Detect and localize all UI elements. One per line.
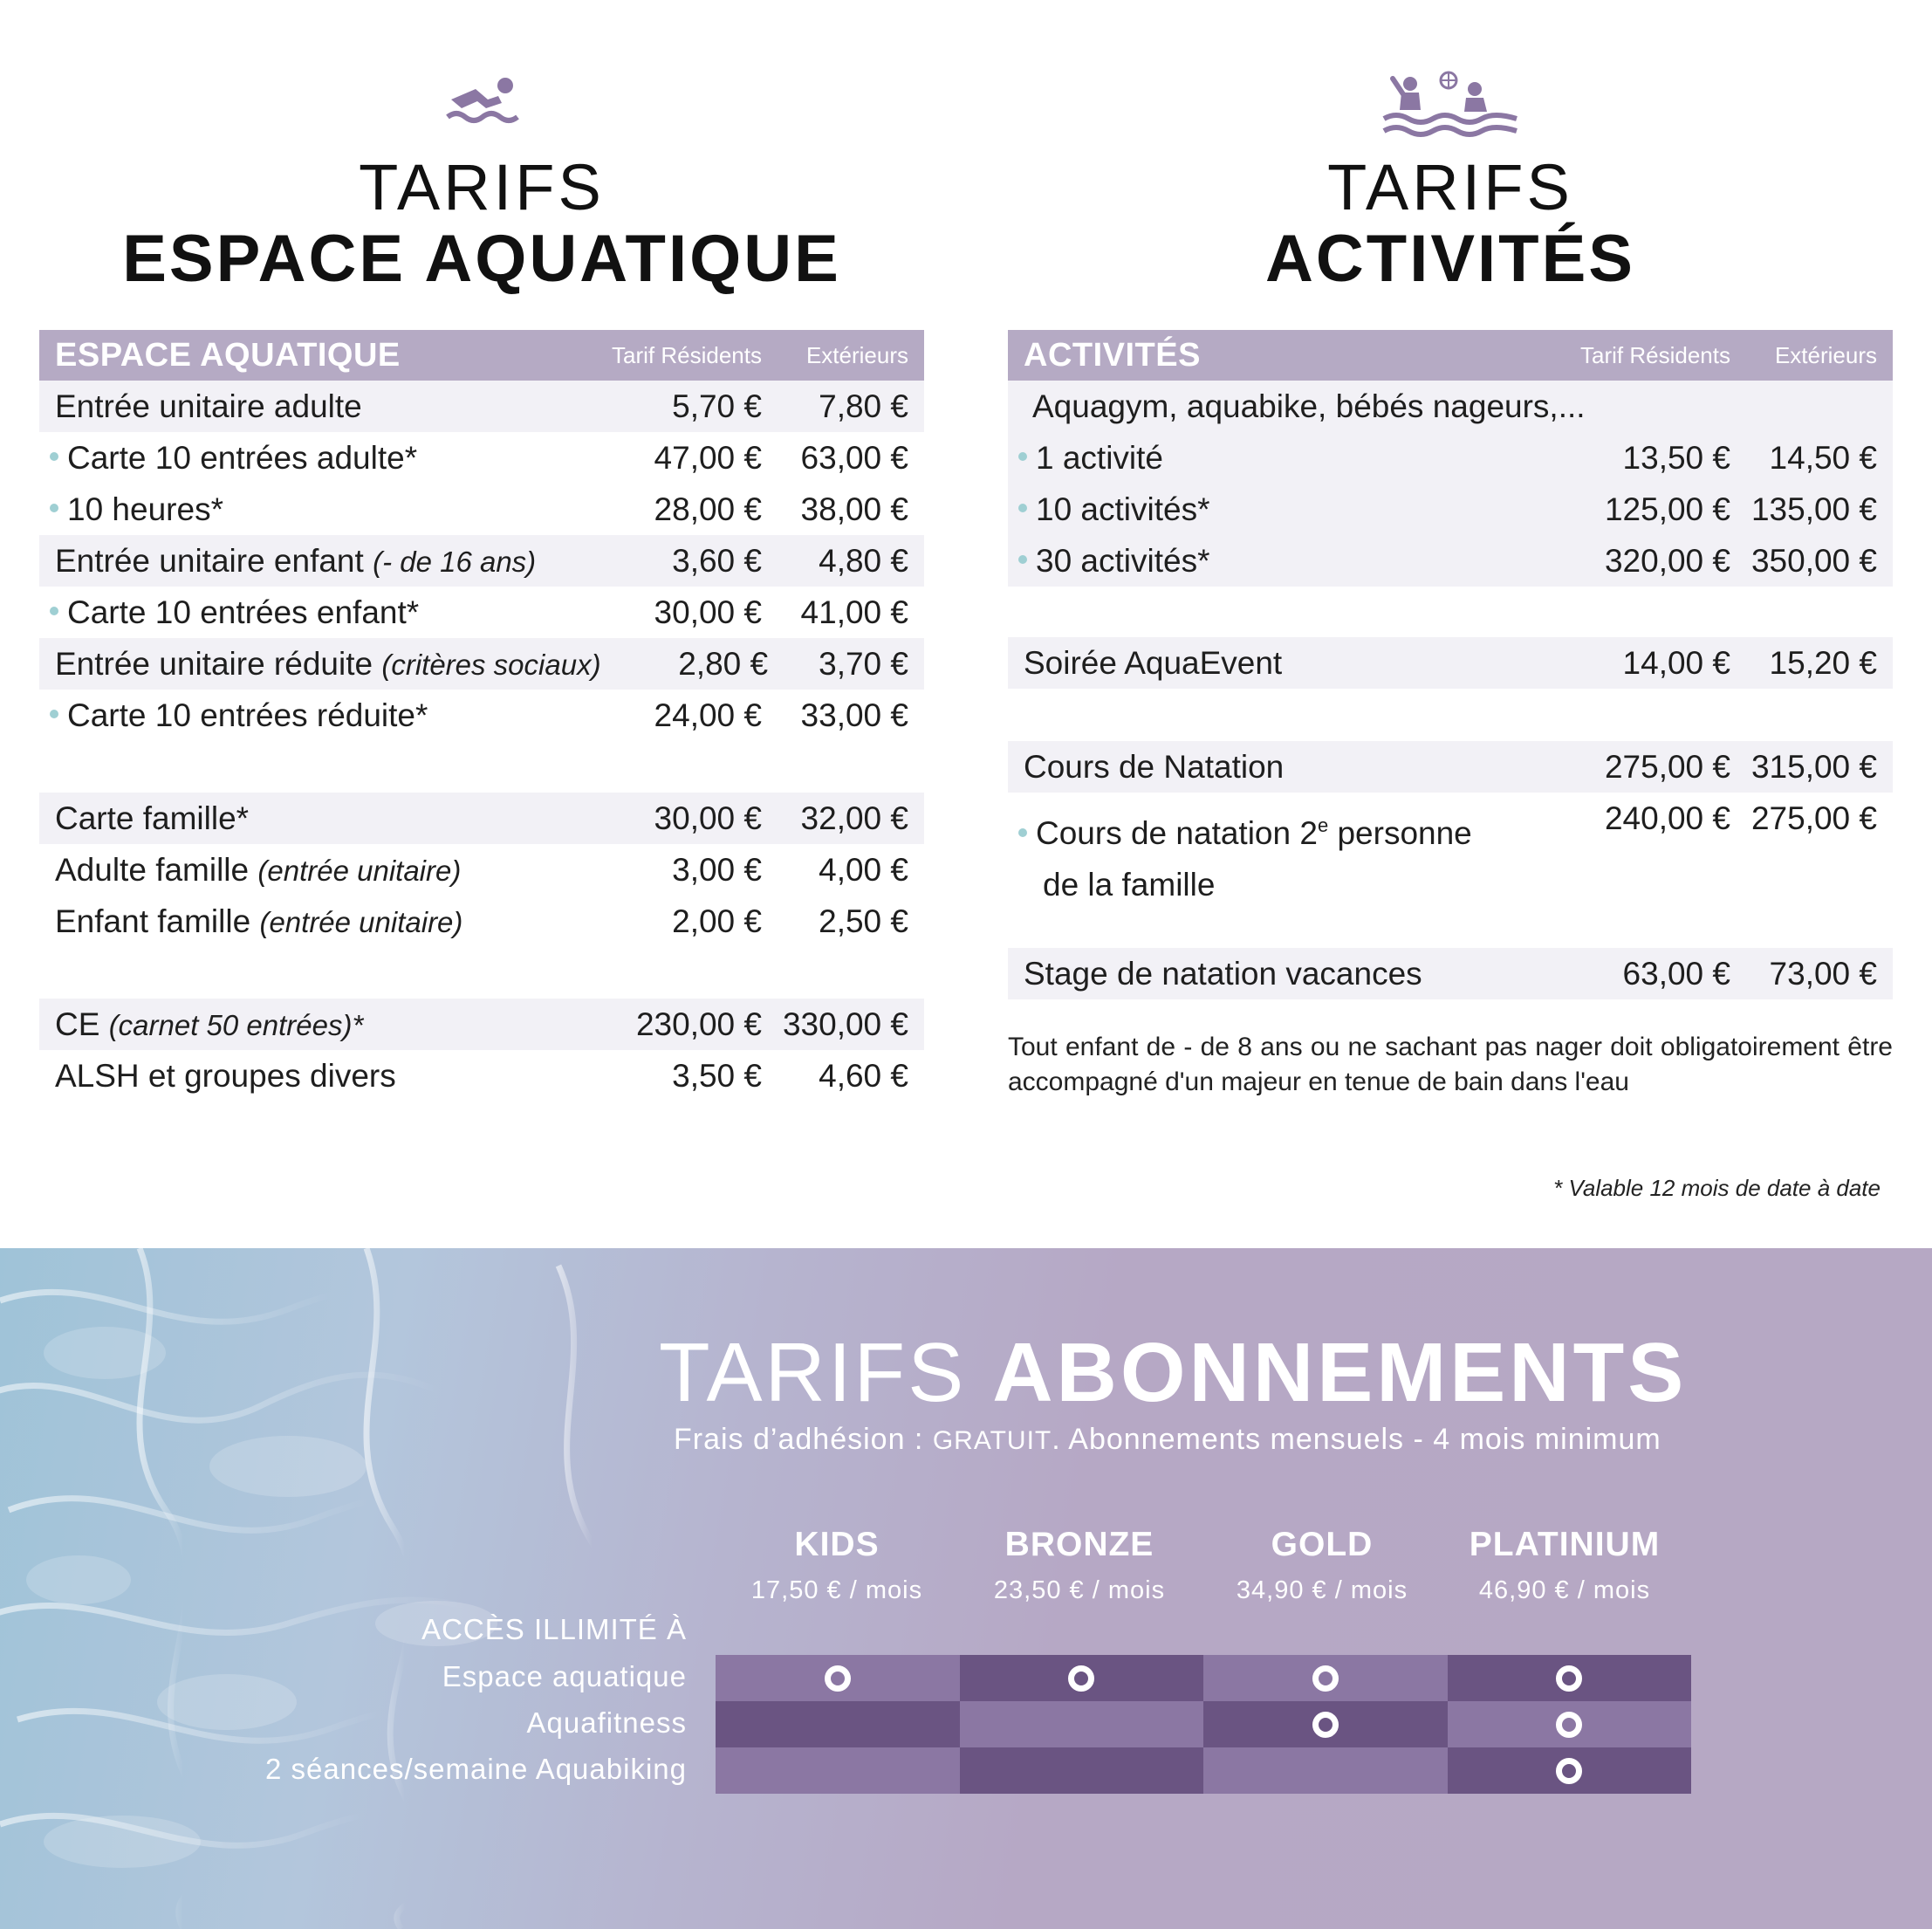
row-label: Cours de natation 2e personne de la famille	[1024, 800, 1556, 910]
row-label: 10 activités*	[1024, 491, 1556, 528]
price-residents: 2,00 €	[672, 903, 762, 939]
row-label: Carte 10 entrées enfant*	[55, 594, 587, 631]
bullet-icon	[50, 710, 58, 718]
row-label: Entrée unitaire adulte	[55, 388, 362, 424]
swimmer-icon	[39, 70, 924, 140]
price-exterieurs: 350,00 €	[1750, 542, 1877, 579]
heading-tarifs: TARIFS	[359, 151, 605, 223]
validity-footnote: * Valable 12 mois de date à date	[1553, 1175, 1881, 1201]
plan-gold	[1201, 1526, 1443, 1605]
table-row	[39, 381, 924, 432]
spacer	[1008, 689, 1893, 741]
grid-cell	[1203, 1747, 1448, 1794]
row-label: Enfant famille (entrée unitaire)	[55, 903, 463, 939]
table-row	[39, 432, 924, 484]
price-residents: 5,70 €	[672, 388, 762, 424]
plan-platinium	[1443, 1526, 1686, 1605]
price-exterieurs: 330,00 €	[782, 1006, 908, 1042]
price-exterieurs: 4,00 €	[819, 851, 908, 888]
row-label: Aquagym, aquabike, bébés nageurs,...	[1032, 388, 1586, 424]
table-row	[39, 690, 924, 741]
grid-cell	[1448, 1747, 1692, 1794]
table-row	[1008, 948, 1893, 999]
spacer	[39, 947, 924, 999]
plan-kids	[716, 1526, 958, 1605]
row-label: Cours de Natation	[1024, 748, 1285, 785]
aquatique-price-table	[39, 330, 924, 1102]
grid-row	[716, 1701, 1691, 1747]
price-residents: 3,00 €	[672, 851, 762, 888]
activity-intro	[1008, 381, 1893, 432]
table-header	[39, 330, 924, 381]
row-label: Carte 10 entrées réduite*	[55, 697, 587, 734]
grid-cell	[960, 1701, 1204, 1747]
price-exterieurs: 275,00 €	[1750, 800, 1877, 836]
price-exterieurs: 3,70 €	[819, 645, 908, 682]
table-title: ESPACE AQUATIQUE	[55, 336, 401, 374]
row-label: 10 heures*	[55, 491, 587, 528]
abonnements-subtitle: Frais d’adhésion : GRATUIT. Abonnements mensuels - 4 mois minimum	[674, 1423, 1661, 1456]
price-residents: 3,60 €	[672, 542, 762, 579]
included-circle-icon	[1312, 1712, 1339, 1738]
table-row	[39, 587, 924, 638]
price-residents: 28,00 €	[654, 491, 762, 527]
table-row	[39, 535, 924, 587]
plan-name: GOLD	[1271, 1526, 1374, 1563]
heading-tarifs: TARIFS	[1327, 151, 1573, 223]
grid-cell	[1448, 1701, 1692, 1747]
plan-bronze	[958, 1526, 1201, 1605]
price-residents: 320,00 €	[1604, 542, 1730, 579]
grid-cell	[716, 1701, 960, 1747]
grid-cell	[716, 1747, 960, 1794]
included-circle-icon	[825, 1665, 851, 1692]
access-header: ACCÈS ILLIMITÉ À	[421, 1613, 687, 1645]
price-exterieurs: 4,80 €	[819, 542, 908, 579]
bullet-icon	[50, 504, 58, 512]
table-row	[39, 999, 924, 1050]
feature-label: Aquafitness	[526, 1706, 687, 1739]
table-row	[39, 1050, 924, 1102]
activites-price-table	[1008, 330, 1893, 999]
row-label: Carte famille*	[55, 800, 250, 836]
price-residents: 30,00 €	[654, 800, 762, 836]
row-label: 30 activités*	[1024, 543, 1556, 580]
row-label: ALSH et groupes divers	[55, 1057, 396, 1094]
price-residents: 275,00 €	[1604, 748, 1730, 785]
price-residents: 240,00 €	[1604, 800, 1730, 836]
plan-name: BRONZE	[1004, 1526, 1154, 1563]
table-row	[1008, 432, 1893, 484]
table-row	[1008, 741, 1893, 793]
price-residents: 3,50 €	[672, 1057, 762, 1094]
abonnements-title: TARIFS ABONNEMENTS	[659, 1326, 1688, 1419]
table-row	[1008, 535, 1893, 587]
price-residents: 14,00 €	[1622, 644, 1730, 681]
price-exterieurs: 2,50 €	[819, 903, 908, 939]
plan-price: 34,90 € / mois	[1236, 1576, 1408, 1604]
row-label: Adulte famille (entrée unitaire)	[55, 851, 462, 888]
bullet-icon	[1018, 504, 1027, 512]
grid-cell	[716, 1655, 960, 1701]
table-row	[1008, 637, 1893, 689]
price-exterieurs: 38,00 €	[800, 491, 908, 527]
table-row	[39, 484, 924, 535]
included-circle-icon	[1068, 1665, 1094, 1692]
table-row	[39, 844, 924, 896]
price-exterieurs: 32,00 €	[800, 800, 908, 836]
row-label: Entrée unitaire réduite (critères sociaux)	[55, 645, 601, 682]
price-residents: 47,00 €	[654, 439, 762, 476]
abonnements-section	[0, 1248, 1932, 1929]
col-header-residents: Tarif Résidents	[1580, 341, 1730, 368]
feature-label: 2 séances/semaine Aquabiking	[265, 1753, 687, 1785]
included-circle-icon	[1312, 1665, 1339, 1692]
table-row	[39, 896, 924, 947]
heading-espace-aquatique: ESPACE AQUATIQUE	[122, 222, 841, 296]
included-circle-icon	[1556, 1712, 1582, 1738]
grid-cell	[960, 1747, 1204, 1794]
grid-row	[716, 1747, 1691, 1794]
included-circle-icon	[1556, 1758, 1582, 1784]
table-row	[39, 638, 924, 690]
price-residents: 24,00 €	[654, 697, 762, 733]
plan-price: 46,90 € / mois	[1478, 1576, 1651, 1604]
price-exterieurs: 14,50 €	[1769, 439, 1877, 476]
spacer	[1008, 611, 1893, 637]
price-exterieurs: 135,00 €	[1750, 491, 1877, 527]
table-row	[39, 793, 924, 844]
table-row	[1008, 484, 1893, 535]
price-residents: 125,00 €	[1604, 491, 1730, 527]
bullet-icon	[1018, 828, 1027, 837]
grid-row	[716, 1655, 1691, 1701]
row-label: 1 activité	[1024, 440, 1556, 477]
included-circle-icon	[1556, 1665, 1582, 1692]
price-residents: 63,00 €	[1622, 955, 1730, 992]
spacer	[1008, 587, 1893, 611]
row-label: Soirée AquaEvent	[1024, 644, 1283, 681]
water-polo-icon	[1008, 70, 1893, 140]
price-exterieurs: 33,00 €	[800, 697, 908, 733]
price-exterieurs: 4,60 €	[819, 1057, 908, 1094]
price-residents: 30,00 €	[654, 594, 762, 630]
bullet-icon	[50, 452, 58, 461]
price-exterieurs: 315,00 €	[1750, 748, 1877, 785]
price-exterieurs: 7,80 €	[819, 388, 908, 424]
table-title: ACTIVITÉS	[1024, 336, 1201, 374]
col-header-exterieurs: Extérieurs	[805, 341, 908, 368]
bullet-icon	[1018, 452, 1027, 461]
price-exterieurs: 63,00 €	[800, 439, 908, 476]
grid-cell	[1448, 1655, 1692, 1701]
price-residents: 2,80 €	[678, 645, 769, 682]
spacer	[39, 741, 924, 793]
bullet-icon	[50, 607, 58, 615]
plan-name: KIDS	[794, 1526, 880, 1563]
feature-label: Espace aquatique	[442, 1660, 687, 1692]
price-residents: 13,50 €	[1622, 439, 1730, 476]
row-label: Carte 10 entrées adulte*	[55, 440, 587, 477]
table-row	[1008, 793, 1893, 903]
row-label: CE (carnet 50 entrées)*	[55, 1006, 364, 1042]
grid-cell	[960, 1655, 1204, 1701]
bullet-icon	[1018, 555, 1027, 564]
plan-price: 23,50 € / mois	[993, 1576, 1166, 1604]
price-exterieurs: 15,20 €	[1769, 644, 1877, 681]
table-header	[1008, 330, 1893, 381]
price-exterieurs: 73,00 €	[1769, 955, 1877, 992]
price-exterieurs: 41,00 €	[800, 594, 908, 630]
plan-price: 17,50 € / mois	[750, 1576, 923, 1604]
row-label: Stage de natation vacances	[1024, 955, 1422, 992]
col-header-exterieurs: Extérieurs	[1774, 341, 1877, 368]
plan-feature-grid	[716, 1655, 1691, 1794]
grid-cell	[1203, 1701, 1448, 1747]
plan-name: PLATINIUM	[1469, 1526, 1661, 1563]
grid-cell	[1203, 1655, 1448, 1701]
safety-note: Tout enfant de - de 8 ans ou ne sachant pas nager doit obligatoirement être accompagné d'un majeur en tenue de bain dans l'eau	[1008, 1033, 1893, 1096]
row-label: Entrée unitaire enfant (- de 16 ans)	[55, 542, 537, 579]
heading-activites: ACTIVITÉS	[1265, 222, 1635, 296]
price-residents: 230,00 €	[635, 1006, 762, 1042]
col-header-residents: Tarif Résidents	[612, 341, 762, 368]
